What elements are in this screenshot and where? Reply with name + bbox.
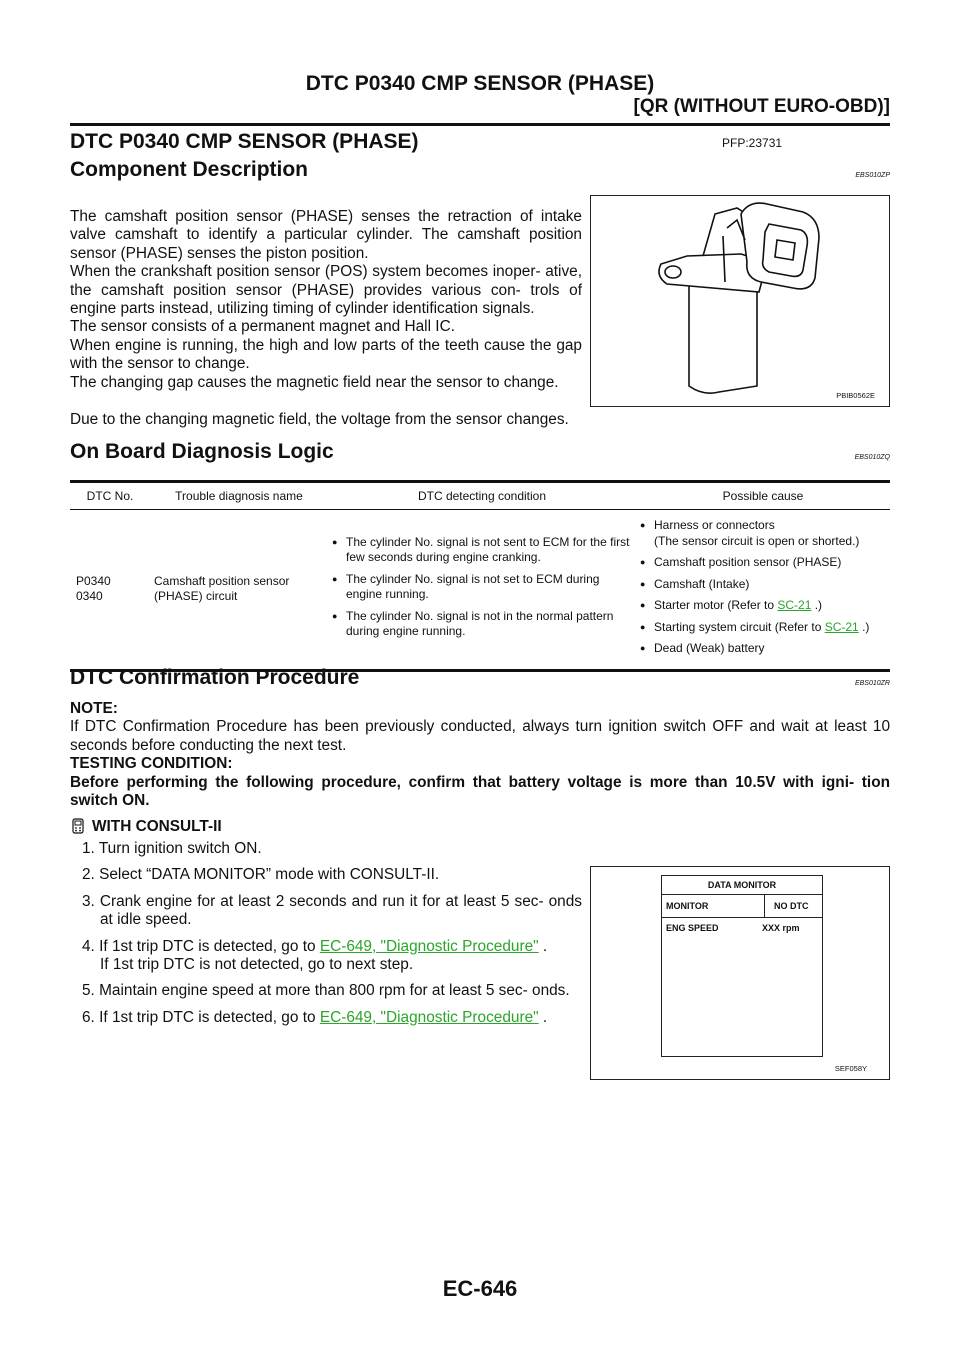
monitor-eng-speed-value: XXX rpm [762, 923, 800, 933]
step-4-line2: If 1st trip DTC is not detected, go to next step. [100, 956, 414, 974]
page-number: EC-646 [442, 1276, 518, 1301]
monitor-eng-speed-label: ENG SPEED [666, 923, 719, 933]
list-item [640, 620, 886, 636]
list-item [640, 518, 886, 549]
monitor-col-divider [764, 895, 765, 917]
step-6-end: . [538, 1008, 548, 1026]
diagnosis-name: Camshaft position sensor (PHASE) circuit [150, 510, 328, 671]
possible-cause-cell [636, 510, 890, 671]
procedure-steps [70, 840, 582, 1035]
component-description-code: EBS010ZP [855, 172, 890, 179]
data-monitor-figure [590, 866, 890, 1080]
monitor-data-row [662, 918, 822, 938]
cause-starter-end: .) [811, 598, 823, 612]
running-header-subtitle: [QR (WITHOUT EURO-OBD)] [633, 96, 890, 117]
starting-system-ref-link[interactable]: SC-21 [824, 619, 859, 634]
col-trouble-name: Trouble diagnosis name [150, 482, 328, 510]
component-description-heading: Component Description [70, 158, 309, 181]
table-row [70, 510, 890, 671]
monitor-title: DATA MONITOR [662, 876, 822, 895]
testing-condition-text: Before performing the following procedure, confirm that battery voltage is more than 10.5V with igni- tion switch ON. [70, 773, 890, 810]
testing-condition-label: TESTING CONDITION: [70, 755, 233, 773]
list-item: ● Camshaft position sensor (PHASE) [640, 555, 886, 571]
monitor-col-no-dtc: NO DTC [774, 901, 809, 911]
running-header-title: DTC P0340 CMP SENSOR (PHASE) [305, 72, 655, 95]
dtc-number-short: 0340 [76, 589, 103, 604]
part-code: PFP:23731 [722, 136, 783, 150]
data-monitor-caption: SEF058Y [834, 1064, 867, 1073]
camshaft-sensor-illustration [591, 196, 889, 406]
cause-harness-detail: (The sensor circuit is open or shorted.) [654, 533, 860, 548]
component-paragraph-6: Due to the changing magnetic field, the voltage from the sensor changes. [70, 411, 569, 428]
step-3: 3. Crank engine for at least 2 seconds and run it for at least 5 sec- onds at idle speed. [82, 892, 582, 929]
obd-heading: On Board Diagnosis Logic [70, 440, 334, 463]
dtc-number: P0340 [76, 573, 111, 588]
component-paragraph-5: The changing gap causes the magnetic field near the sensor to change. [70, 373, 559, 391]
step-2: 2. Select “DATA MONITOR” mode with CONSULT-II. [82, 866, 440, 884]
with-consult-label: WITH CONSULT-II [92, 818, 222, 835]
component-paragraph-3: The sensor consists of a permanent magnet and Hall IC. [70, 318, 455, 336]
cause-starting-system-end: .) [858, 619, 870, 634]
detecting-condition-cell [328, 510, 636, 671]
step-4 [70, 938, 582, 975]
diagnostic-procedure-link[interactable]: EC-649, "Diagnostic Procedure" [319, 1008, 539, 1026]
procedure-heading: DTC Confirmation Procedure [70, 666, 360, 689]
note-label: NOTE: [70, 700, 118, 717]
consult-tool-icon [70, 818, 86, 834]
cause-starter-text: Starter motor (Refer to [654, 598, 778, 612]
note-text: If DTC Confirmation Procedure has been previously conducted, always turn ignition switch OFF and wait at least 10 seconds before conducting the next test. [70, 718, 890, 754]
sensor-figure [590, 195, 890, 407]
with-consult-label-row [70, 818, 222, 836]
step-6-text: 6. If 1st trip DTC is detected, go to [82, 1008, 320, 1026]
list-item: ● The cylinder No. signal is not in the normal pattern during engine running. [332, 609, 632, 640]
procedure-code: EBS010ZR [854, 680, 890, 687]
component-paragraph-1: The camshaft position sensor (PHASE) senses the retraction of intake valve camshaft to identify a particular cylinder. The camshaft position sensor (PHASE) senses the piston position. [70, 208, 582, 262]
section-title: DTC P0340 CMP SENSOR (PHASE) [70, 130, 419, 153]
list-item: ● Dead (Weak) battery [640, 641, 886, 657]
component-paragraph-4: When engine is running, the high and low parts of the teeth cause the gap with the sensor to change. [70, 336, 582, 373]
note-block [70, 700, 890, 810]
monitor-header-row [662, 895, 822, 918]
header-rule [70, 123, 890, 126]
component-description-text [70, 208, 582, 392]
cause-starting-system-text: Starting system circuit (Refer to [654, 619, 825, 634]
obd-table [70, 480, 890, 672]
obd-table-header [70, 482, 890, 510]
obd-code: EBS010ZQ [854, 454, 890, 461]
component-paragraph-2: When the crankshaft position sensor (POS) system becomes inoper- ative, the camshaft position sensor (PHASE) provides various con- trols of engine parts instead, utilizing timing of cylinder identification signals. [70, 263, 582, 318]
sensor-figure-caption: PBIB0562E [836, 391, 875, 400]
step-5: 5. Maintain engine speed at more than 800 rpm for at least 5 sec- onds. [82, 982, 570, 1000]
step-6 [70, 1009, 582, 1027]
possible-cause-list [640, 518, 886, 657]
col-possible-cause: Possible cause [636, 482, 890, 510]
list-item: ● The cylinder No. signal is not set to ECM during engine running. [332, 572, 632, 603]
list-item: ● The cylinder No. signal is not sent to ECM for the first few seconds during engine cranking. [332, 535, 632, 566]
detecting-condition-list [332, 535, 632, 640]
list-item: ● Camshaft (Intake) [640, 577, 886, 593]
step-4-end: . [538, 937, 548, 955]
list-item [640, 598, 886, 614]
cause-harness: ● Harness or connectors [654, 518, 775, 532]
data-monitor-panel [661, 875, 823, 1057]
col-detecting-condition: DTC detecting condition [328, 482, 636, 510]
starter-ref-link[interactable]: SC-21 [777, 598, 812, 612]
step-1: 1. Turn ignition switch ON. [82, 840, 262, 857]
dtc-number-cell [70, 510, 150, 671]
col-dtc-no: DTC No. [70, 482, 150, 510]
diagnostic-procedure-link[interactable]: EC-649, "Diagnostic Procedure" [319, 937, 539, 955]
monitor-col-monitor: MONITOR [666, 901, 709, 911]
step-4-text: 4. If 1st trip DTC is detected, go to [82, 937, 320, 955]
